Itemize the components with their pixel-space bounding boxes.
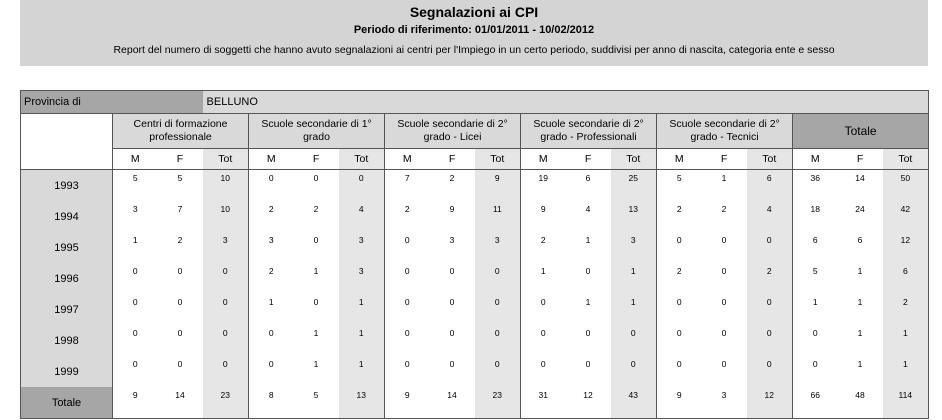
province-row bbox=[21, 91, 929, 114]
cell-value: 0 bbox=[657, 232, 702, 263]
sub-header-m: M bbox=[385, 149, 430, 170]
cell-value: 6 bbox=[883, 263, 929, 294]
table-row bbox=[21, 201, 929, 232]
cell-value: 5 bbox=[177, 173, 183, 183]
cell-value: 0 bbox=[113, 263, 158, 294]
cell-value: 9 bbox=[657, 387, 702, 419]
cell-value: 0 bbox=[521, 356, 566, 387]
cell-value: 0 bbox=[721, 359, 727, 369]
cell-value: 1 bbox=[249, 294, 294, 325]
cell-value: 12 bbox=[747, 387, 793, 419]
group-header-row bbox=[21, 114, 929, 149]
sub-header-f: F bbox=[566, 149, 611, 170]
cell-value: 0 bbox=[475, 356, 521, 387]
cell-value: 0 bbox=[721, 297, 727, 307]
group-header-professionali: Scuole secondarie di 2° grado - Professionali bbox=[521, 114, 657, 149]
cell-value: 3 bbox=[475, 232, 521, 263]
cell-value: 8 bbox=[249, 387, 294, 419]
table-row bbox=[21, 294, 929, 325]
report-title: Segnalazioni ai CPI bbox=[409, 4, 539, 20]
cell-value: 0 bbox=[521, 294, 566, 325]
group-header-tecnici: Scuole secondarie di 2° grado - Tecnici bbox=[657, 114, 793, 149]
cell-value: 5 bbox=[793, 263, 838, 294]
cell-value: 1 bbox=[313, 359, 319, 369]
sub-header-tot: Tot bbox=[883, 149, 929, 170]
cell-value: 0 bbox=[793, 356, 838, 387]
cell-value: 1 bbox=[857, 328, 863, 338]
cell-value: 6 bbox=[747, 170, 793, 202]
table-row bbox=[21, 325, 929, 356]
row-year: 1998 bbox=[21, 325, 113, 356]
cell-value: 6 bbox=[793, 232, 838, 263]
cell-value: 0 bbox=[747, 294, 793, 325]
cell-value: 2 bbox=[657, 263, 702, 294]
sub-header-m: M bbox=[249, 149, 294, 170]
group-header-licei: Scuole secondarie di 2° grado - Licei bbox=[385, 114, 521, 149]
cell-value: 5 bbox=[657, 170, 702, 202]
cell-value: 1 bbox=[883, 325, 929, 356]
cell-value: 0 bbox=[203, 356, 249, 387]
sub-header-f: F bbox=[702, 149, 747, 170]
cell-value: 0 bbox=[747, 232, 793, 263]
cell-value: 0 bbox=[747, 356, 793, 387]
row-year: 1993 bbox=[21, 170, 113, 202]
cell-value: 0 bbox=[657, 325, 702, 356]
cell-value: 9 bbox=[113, 387, 158, 419]
cell-value: 1 bbox=[339, 356, 385, 387]
cell-value: 14 bbox=[158, 387, 203, 419]
cell-value: 0 bbox=[177, 359, 183, 369]
table-row bbox=[21, 356, 929, 387]
report-table bbox=[20, 90, 929, 419]
cell-value: 1 bbox=[585, 297, 591, 307]
cell-value: 2 bbox=[449, 173, 455, 183]
cell-value: 0 bbox=[313, 235, 319, 245]
cell-value: 1 bbox=[339, 294, 385, 325]
row-year: 1996 bbox=[21, 263, 113, 294]
cell-value: 18 bbox=[793, 201, 838, 232]
cell-value: 1 bbox=[339, 325, 385, 356]
report-period: Periodo di riferimento: 01/01/2011 - 10/02/2012 bbox=[353, 24, 595, 36]
report-table-container bbox=[20, 90, 928, 419]
cell-value: 0 bbox=[585, 359, 591, 369]
report-header bbox=[20, 0, 928, 66]
cell-value: 3 bbox=[339, 232, 385, 263]
cell-value: 0 bbox=[339, 170, 385, 202]
year-subheader-blank bbox=[21, 149, 113, 170]
sub-header-tot: Tot bbox=[203, 149, 249, 170]
cell-value: 0 bbox=[721, 235, 727, 245]
cell-value: 0 bbox=[657, 294, 702, 325]
cell-value: 1 bbox=[113, 232, 158, 263]
cell-value: 0 bbox=[249, 356, 294, 387]
cell-value: 0 bbox=[449, 297, 455, 307]
cell-value: 0 bbox=[177, 328, 183, 338]
cell-value: 0 bbox=[585, 266, 591, 276]
cell-value: 4 bbox=[339, 201, 385, 232]
province-value: BELLUNO bbox=[203, 91, 929, 114]
cell-value: 0 bbox=[611, 356, 657, 387]
cell-value: 0 bbox=[203, 325, 249, 356]
table-row bbox=[21, 232, 929, 263]
cell-value: 1 bbox=[611, 294, 657, 325]
cell-value: 7 bbox=[177, 204, 183, 214]
table-row bbox=[21, 170, 929, 202]
cell-value: 0 bbox=[475, 294, 521, 325]
cell-value: 0 bbox=[611, 325, 657, 356]
cell-value: 1 bbox=[585, 235, 591, 245]
sub-header-m: M bbox=[521, 149, 566, 170]
cell-value: 19 bbox=[521, 170, 566, 202]
cell-value: 13 bbox=[611, 201, 657, 232]
sub-header-f: F bbox=[158, 149, 203, 170]
cell-value: 5 bbox=[294, 387, 339, 419]
cell-value: 25 bbox=[611, 170, 657, 202]
sub-header-tot: Tot bbox=[475, 149, 521, 170]
sub-header-m: M bbox=[793, 149, 838, 170]
cell-value: 3 bbox=[113, 201, 158, 232]
row-year: 1995 bbox=[21, 232, 113, 263]
cell-value: 4 bbox=[747, 201, 793, 232]
cell-value: 3 bbox=[449, 235, 455, 245]
cell-value: 66 bbox=[793, 387, 838, 419]
cell-value: 6 bbox=[585, 173, 591, 183]
cell-value: 1 bbox=[857, 359, 863, 369]
cell-value: 1 bbox=[521, 263, 566, 294]
cell-value: 0 bbox=[475, 325, 521, 356]
cell-value: 1 bbox=[721, 173, 727, 183]
cell-value: 0 bbox=[203, 294, 249, 325]
cell-value: 3 bbox=[203, 232, 249, 263]
cell-value: 2 bbox=[721, 204, 727, 214]
cell-value: 36 bbox=[793, 170, 838, 202]
cell-value: 9 bbox=[449, 204, 455, 214]
sub-header-m: M bbox=[113, 149, 158, 170]
group-header-centri-formazione: Centri di formazione professionale bbox=[113, 114, 249, 149]
cell-value: 0 bbox=[313, 297, 319, 307]
cell-value: 24 bbox=[855, 204, 865, 214]
cell-value: 23 bbox=[475, 387, 521, 419]
cell-value: 0 bbox=[203, 263, 249, 294]
cell-value: 9 bbox=[475, 170, 521, 202]
cell-value: 0 bbox=[721, 266, 727, 276]
cell-value: 6 bbox=[857, 235, 863, 245]
cell-value: 14 bbox=[430, 387, 475, 419]
cell-value: 0 bbox=[177, 297, 183, 307]
cell-value: 31 bbox=[521, 387, 566, 419]
cell-value: 2 bbox=[249, 201, 294, 232]
cell-value: 2 bbox=[521, 232, 566, 263]
group-header-totale: Totale bbox=[793, 114, 929, 149]
cell-value: 0 bbox=[113, 356, 158, 387]
cell-value: 7 bbox=[385, 170, 430, 202]
cell-value: 2 bbox=[747, 263, 793, 294]
cell-value: 48 bbox=[838, 387, 883, 419]
cell-value: 0 bbox=[385, 325, 430, 356]
cell-value: 2 bbox=[883, 294, 929, 325]
sub-header-tot: Tot bbox=[747, 149, 793, 170]
cell-value: 0 bbox=[385, 356, 430, 387]
cell-value: 0 bbox=[113, 294, 158, 325]
cell-value: 0 bbox=[521, 325, 566, 356]
row-year: 1999 bbox=[21, 356, 113, 387]
row-year: Totale bbox=[21, 387, 113, 419]
cell-value: 0 bbox=[249, 325, 294, 356]
year-header-blank bbox=[21, 114, 113, 149]
cell-value: 1 bbox=[313, 328, 319, 338]
cell-value: 1 bbox=[793, 294, 838, 325]
cell-value: 2 bbox=[385, 201, 430, 232]
cell-value: 3 bbox=[702, 387, 747, 419]
cell-value: 3 bbox=[611, 232, 657, 263]
sub-header-f: F bbox=[430, 149, 475, 170]
cell-value: 43 bbox=[611, 387, 657, 419]
cell-value: 13 bbox=[339, 387, 385, 419]
group-header-secondarie-1-grado: Scuole secondarie di 1° grado bbox=[249, 114, 385, 149]
cell-value: 14 bbox=[855, 173, 865, 183]
cell-value: 114 bbox=[883, 387, 929, 419]
cell-value: 50 bbox=[883, 170, 929, 202]
sub-header-tot: Tot bbox=[339, 149, 385, 170]
sub-header-f: F bbox=[294, 149, 339, 170]
cell-value: 0 bbox=[747, 325, 793, 356]
cell-value: 1 bbox=[313, 266, 319, 276]
cell-value: 0 bbox=[113, 325, 158, 356]
cell-value: 0 bbox=[793, 325, 838, 356]
cell-value: 2 bbox=[657, 201, 702, 232]
sub-header-m: M bbox=[657, 149, 702, 170]
cell-value: 9 bbox=[521, 201, 566, 232]
cell-value: 5 bbox=[113, 170, 158, 202]
cell-value: 2 bbox=[313, 204, 319, 214]
sub-header-tot: Tot bbox=[611, 149, 657, 170]
report-description: Report del numero di soggetti che hanno avuto segnalazioni ai centri per l'Impiego in un certo periodo, suddivisi per anno di nascita, categoria ente e sesso bbox=[113, 44, 835, 56]
cell-value: 0 bbox=[249, 170, 294, 202]
cell-value: 42 bbox=[883, 201, 929, 232]
cell-value: 11 bbox=[475, 201, 521, 232]
cell-value: 10 bbox=[203, 170, 249, 202]
sub-header-f: F bbox=[838, 149, 883, 170]
row-year: 1997 bbox=[21, 294, 113, 325]
province-label: Provincia di bbox=[21, 91, 203, 114]
sub-header-row bbox=[21, 149, 929, 170]
cell-value: 4 bbox=[585, 204, 591, 214]
cell-value: 0 bbox=[721, 328, 727, 338]
cell-value: 0 bbox=[313, 173, 319, 183]
cell-value: 12 bbox=[566, 387, 611, 419]
cell-value: 0 bbox=[449, 359, 455, 369]
cell-value: 0 bbox=[177, 266, 183, 276]
row-year: 1994 bbox=[21, 201, 113, 232]
cell-value: 0 bbox=[385, 232, 430, 263]
cell-value: 0 bbox=[657, 356, 702, 387]
cell-value: 0 bbox=[449, 328, 455, 338]
table-row bbox=[21, 263, 929, 294]
cell-value: 3 bbox=[249, 232, 294, 263]
cell-value: 0 bbox=[449, 266, 455, 276]
total-row bbox=[21, 387, 929, 419]
cell-value: 9 bbox=[385, 387, 430, 419]
cell-value: 3 bbox=[339, 263, 385, 294]
cell-value: 10 bbox=[203, 201, 249, 232]
cell-value: 2 bbox=[177, 235, 183, 245]
cell-value: 0 bbox=[385, 263, 430, 294]
cell-value: 0 bbox=[385, 294, 430, 325]
cell-value: 1 bbox=[883, 356, 929, 387]
cell-value: 0 bbox=[475, 263, 521, 294]
cell-value: 1 bbox=[611, 263, 657, 294]
cell-value: 0 bbox=[585, 328, 591, 338]
cell-value: 2 bbox=[249, 263, 294, 294]
cell-value: 12 bbox=[883, 232, 929, 263]
cell-value: 1 bbox=[857, 297, 863, 307]
cell-value: 1 bbox=[857, 266, 863, 276]
cell-value: 23 bbox=[203, 387, 249, 419]
